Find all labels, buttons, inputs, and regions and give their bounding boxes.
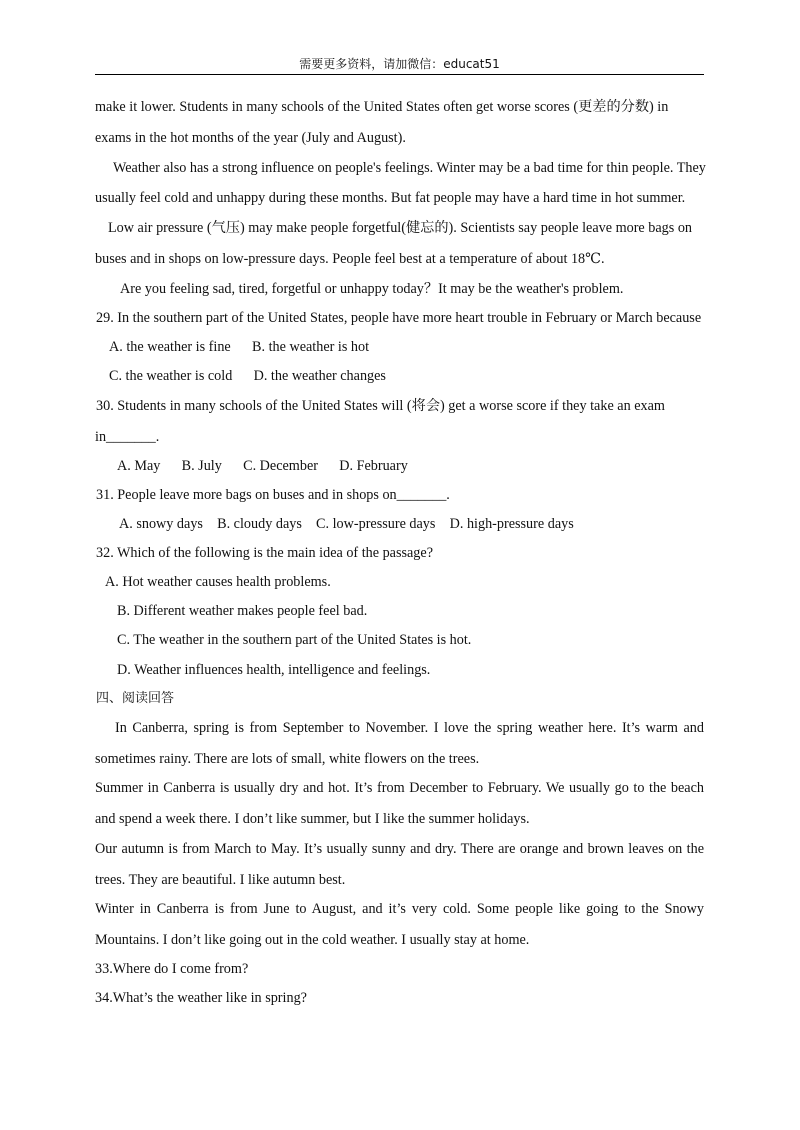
passage-line: usually feel cold and unhappy during these months. But fat people may have a hard time in hot summer.: [95, 190, 686, 206]
page-header: 需要更多资料，请加微信：educat51: [95, 54, 704, 75]
question-29-options-ab: A. the weather is fine B. the weather is hot: [109, 339, 370, 355]
question-30-options: A. May B. July C. December D. February: [117, 458, 408, 474]
question-32-option-a: A. Hot weather causes health problems.: [105, 574, 331, 590]
question-30-stem: 30. Students in many schools of the United States will (将会) get a worse score if they take an exam: [96, 398, 665, 414]
passage-line: Low air pressure (气压) may make people forgetful(健忘的). Scientists say people leave more bags on: [108, 220, 693, 236]
reading-line: In Canberra, spring is from September to November. I love the spring weather here. It’s warm and: [115, 720, 704, 736]
question-30-stem-cont: in_______.: [95, 429, 160, 445]
reading-line: Winter in Canberra is from June to August, and it’s very cold. Some people like going to the Snowy: [95, 901, 704, 917]
passage-line: Weather also has a strong influence on people's feelings. Winter may be a bad time for thin people. They: [113, 160, 706, 176]
reading-line: sometimes rainy. There are lots of small, white flowers on the trees.: [95, 751, 480, 767]
reading-line: Summer in Canberra is usually dry and hot. It’s from December to February. We usually go to the beach: [95, 780, 704, 796]
passage-line: exams in the hot months of the year (July and August).: [95, 130, 406, 146]
question-31-options: A. snowy days B. cloudy days C. low-pressure days D. high-pressure days: [119, 516, 574, 532]
reading-line: and spend a week there. I don’t like summer, but I like the summer holidays.: [95, 811, 530, 827]
passage-line: Are you feeling sad, tired, forgetful or unhappy today？It may be the weather's problem.: [120, 281, 624, 297]
question-32-option-b: B. Different weather makes people feel bad.: [117, 603, 368, 619]
question-34: 34.What’s the weather like in spring?: [95, 990, 307, 1006]
question-32-option-c: C. The weather in the southern part of the United States is hot.: [117, 632, 472, 648]
question-31-stem: 31. People leave more bags on buses and in shops on_______.: [96, 487, 450, 503]
question-32-option-d: D. Weather influences health, intelligence and feelings.: [117, 662, 431, 678]
question-29-stem: 29. In the southern part of the United States, people have more heart trouble in February or March because: [96, 310, 702, 326]
question-32-stem: 32. Which of the following is the main idea of the passage?: [96, 545, 433, 561]
reading-line: Our autumn is from March to May. It’s usually sunny and dry. There are orange and brown leaves on the: [95, 841, 704, 857]
section-title: 四、阅读回答: [96, 691, 175, 706]
passage-line: buses and in shops on low-pressure days. People feel best at a temperature of about 18℃.: [95, 251, 605, 267]
reading-line: Mountains. I don’t like going out in the cold weather. I usually stay at home.: [95, 932, 530, 948]
reading-line: trees. They are beautiful. I like autumn best.: [95, 872, 346, 888]
question-29-options-cd: C. the weather is cold D. the weather changes: [109, 368, 386, 384]
passage-line: make it lower. Students in many schools of the United States often get worse scores (更差的分数) in: [95, 99, 669, 115]
question-33: 33.Where do I come from?: [95, 961, 249, 977]
